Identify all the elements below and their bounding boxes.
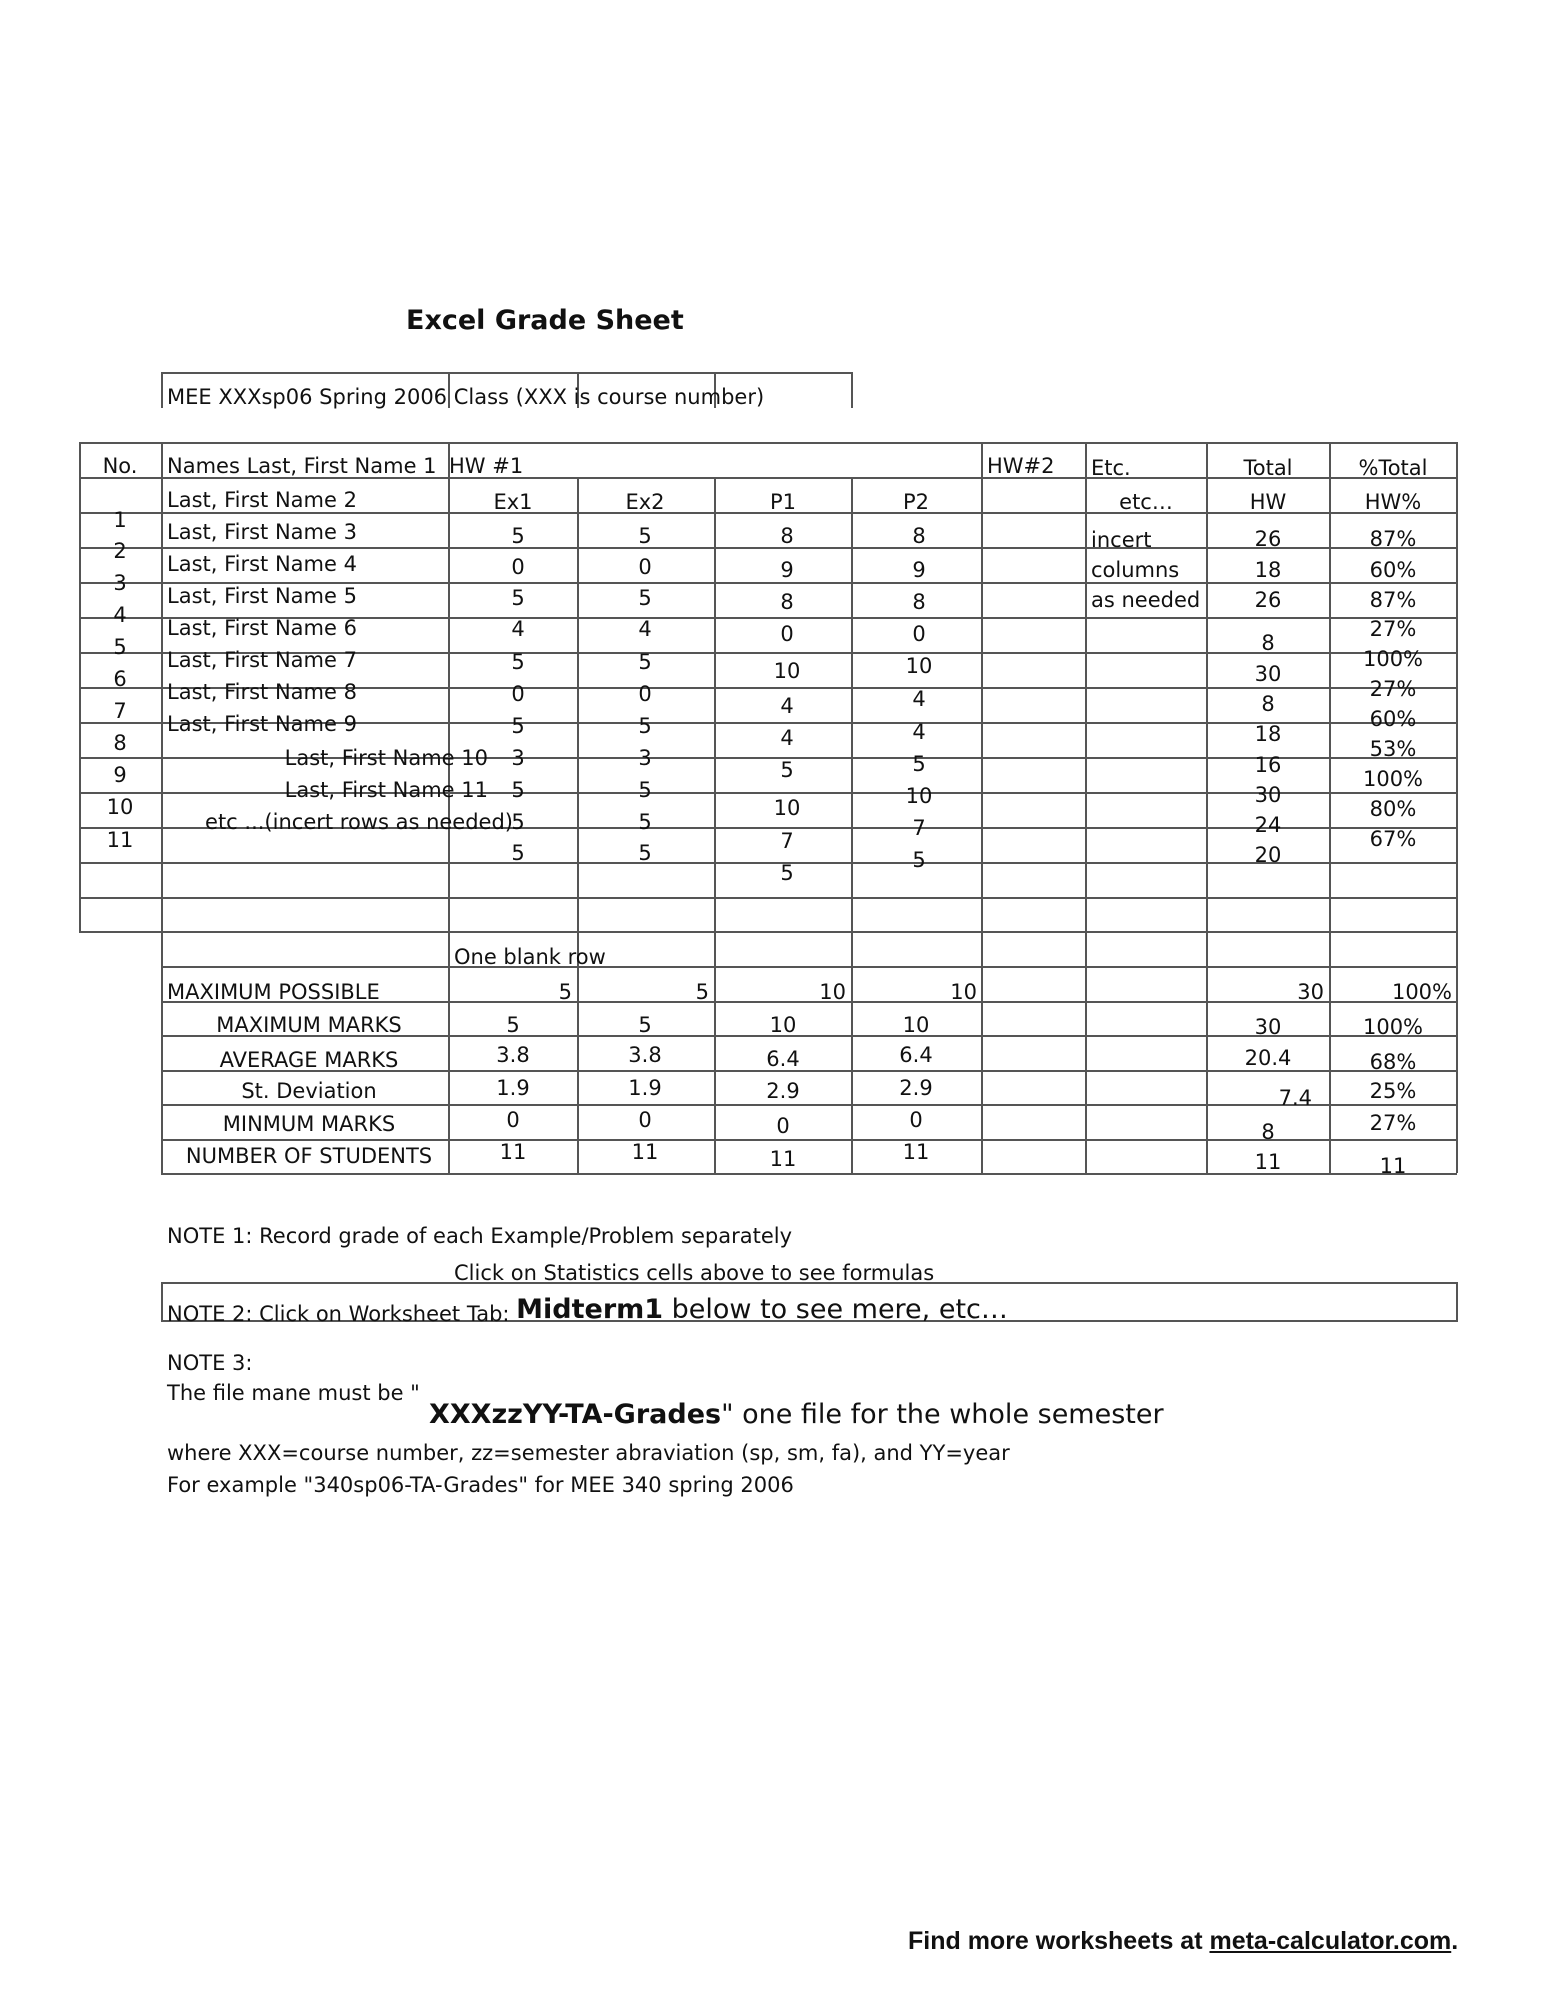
blank-row-note: One blank row — [454, 945, 606, 969]
stat-value: 8 — [1261, 1120, 1275, 1144]
stat-value: 1.9 — [496, 1076, 530, 1100]
stat-value: 1.9 — [628, 1076, 662, 1100]
ex1-cell: 5 — [511, 524, 525, 548]
header-hw: HW — [1249, 490, 1287, 514]
row-number: 4 — [113, 603, 127, 627]
header-hw2: HW#2 — [987, 454, 1055, 478]
stat-value: 11 — [769, 1147, 797, 1171]
stat-value: 0 — [909, 1108, 923, 1132]
p2-cell: 8 — [912, 590, 926, 614]
ex2-cell: 5 — [638, 810, 652, 834]
stat-value: 10 — [950, 980, 977, 1004]
ex2-cell: 0 — [638, 555, 652, 579]
stat-value: 7.4 — [1278, 1086, 1312, 1110]
stat-value: 2.9 — [899, 1076, 933, 1100]
stat-value: 10 — [819, 980, 846, 1004]
student-name: Last, First Name 2 — [167, 488, 357, 512]
p2-cell: 4 — [912, 687, 926, 711]
stat-value: 100% — [1391, 980, 1452, 1004]
pct-hw-cell: 27% — [1369, 617, 1417, 641]
pct-hw-cell: 80% — [1369, 797, 1417, 821]
p1-cell: 4 — [780, 726, 794, 750]
stat-value: 11 — [499, 1140, 527, 1164]
stat-label-min-marks: MINMUM MARKS — [222, 1112, 396, 1136]
student-name: Last, First Name 7 — [167, 648, 357, 672]
stat-label-max-possible: MAXIMUM POSSIBLE — [167, 980, 380, 1004]
ex2-cell: 5 — [638, 778, 652, 802]
student-name: Last, First Name 9 — [167, 712, 357, 736]
stat-value: 11 — [631, 1140, 659, 1164]
total-hw-cell: 8 — [1261, 631, 1275, 655]
student-name: etc ...(incert rows as needed) — [205, 810, 513, 834]
p1-cell: 10 — [773, 659, 801, 683]
note-1: NOTE 1: Record grade of each Example/Problem separately — [167, 1224, 793, 1248]
stat-value: 10 — [902, 1013, 930, 1037]
page-title: Excel Grade Sheet — [406, 305, 684, 336]
row-number: 8 — [113, 731, 127, 755]
header-total: Total — [1243, 456, 1293, 480]
header-no: No. — [102, 454, 138, 478]
ex1-cell: 5 — [511, 841, 525, 865]
footer-prefix: Find more worksheets at — [908, 1927, 1210, 1955]
row-number: 10 — [106, 795, 134, 819]
pct-hw-cell: 60% — [1369, 558, 1417, 582]
p2-cell: 4 — [912, 720, 926, 744]
p1-cell: 7 — [780, 829, 794, 853]
ex1-cell: 3 — [511, 746, 525, 770]
pct-hw-cell: 100% — [1362, 647, 1424, 671]
pct-hw-cell: 87% — [1369, 527, 1417, 551]
stat-value: 5 — [695, 980, 709, 1004]
ex2-cell: 3 — [638, 746, 652, 770]
stat-value: 5 — [506, 1013, 520, 1037]
total-hw-cell: 26 — [1254, 588, 1282, 612]
stat-value: 100% — [1362, 1015, 1424, 1039]
stat-value: 6.4 — [899, 1043, 933, 1067]
header-ex2: Ex2 — [625, 490, 665, 514]
ex2-cell: 5 — [638, 650, 652, 674]
p2-cell: 10 — [905, 784, 933, 808]
footer-suffix: . — [1451, 1927, 1459, 1955]
p1-cell: 9 — [780, 558, 794, 582]
etc-note: columns — [1091, 558, 1180, 582]
header-pct-total: %Total — [1358, 456, 1428, 480]
p2-cell: 8 — [912, 524, 926, 548]
p2-cell: 5 — [912, 752, 926, 776]
stat-value: 27% — [1369, 1111, 1417, 1135]
note-2-prefix: NOTE 2: Click on Worksheet Tab: — [167, 1302, 517, 1326]
stat-value: 30 — [1254, 1015, 1282, 1039]
note-3-heading: NOTE 3: — [167, 1351, 253, 1375]
pct-hw-cell: 27% — [1369, 677, 1417, 701]
p1-cell: 10 — [773, 796, 801, 820]
note-2-tab-name: Midterm1 — [516, 1294, 664, 1325]
class-description: MEE XXXsp06 Spring 2006 Class (XXX is course number) — [167, 385, 765, 409]
stat-value: 10 — [769, 1013, 797, 1037]
stat-value: 0 — [776, 1114, 790, 1138]
header-p1: P1 — [769, 490, 797, 514]
ex1-cell: 5 — [511, 714, 525, 738]
note-3-filename-line — [429, 1401, 1164, 1428]
p1-cell: 8 — [780, 524, 794, 548]
note-3-suffix: " one file for the whole semester — [721, 1399, 1164, 1430]
student-name: Last, First Name 8 — [167, 680, 357, 704]
note-3-line-3: For example "340sp06-TA-Grades" for MEE 340 spring 2006 — [167, 1473, 794, 1497]
p1-cell: 4 — [780, 694, 794, 718]
stat-value: 3.8 — [628, 1043, 662, 1067]
stat-value: 5 — [638, 1013, 652, 1037]
header-hw1: HW #1 — [449, 454, 524, 478]
ex1-cell: 5 — [511, 810, 525, 834]
p1-cell: 5 — [780, 861, 794, 885]
row-number: 3 — [113, 571, 127, 595]
ex1-cell: 5 — [511, 586, 525, 610]
p2-cell: 7 — [912, 816, 926, 840]
stat-value: 3.8 — [496, 1043, 530, 1067]
pct-hw-cell: 60% — [1369, 707, 1417, 731]
etc-note: incert — [1091, 528, 1152, 552]
ex1-cell: 5 — [511, 778, 525, 802]
ex2-cell: 5 — [638, 714, 652, 738]
stat-value: 30 — [1297, 980, 1324, 1004]
stat-value: 68% — [1369, 1050, 1417, 1074]
stat-value: 5 — [558, 980, 572, 1004]
footer — [908, 1929, 1458, 1954]
ex1-cell: 5 — [511, 650, 525, 674]
stat-value: 0 — [506, 1108, 520, 1132]
note-2-suffix: below to see mere, etc… — [663, 1294, 1008, 1325]
stat-label-std-dev: St. Deviation — [241, 1079, 377, 1103]
student-name: Last, First Name 6 — [167, 616, 357, 640]
stat-label-max-marks: MAXIMUM MARKS — [216, 1013, 402, 1037]
stat-value: 20.4 — [1244, 1046, 1292, 1070]
total-hw-cell: 16 — [1254, 753, 1282, 777]
note-1-sub: Click on Statistics cells above to see formulas — [454, 1261, 935, 1285]
etc-note: as needed — [1091, 588, 1201, 612]
row-number: 9 — [113, 763, 127, 787]
stat-value: 25% — [1369, 1079, 1417, 1103]
student-name: Last, First Name 3 — [167, 520, 357, 544]
header-ex1: Ex1 — [493, 490, 533, 514]
header-etc-2: etc… — [1119, 490, 1173, 514]
stat-value: 11 — [1379, 1154, 1407, 1178]
p1-cell: 0 — [780, 622, 794, 646]
ex2-cell: 5 — [638, 841, 652, 865]
stat-value: 0 — [638, 1108, 652, 1132]
total-hw-cell: 30 — [1254, 783, 1282, 807]
total-hw-cell: 20 — [1254, 843, 1282, 867]
header-names: Names Last, First Name 1 — [167, 454, 437, 478]
student-name: Last, First Name 10 — [284, 746, 488, 770]
p2-cell: 10 — [905, 654, 933, 678]
total-hw-cell: 18 — [1254, 558, 1282, 582]
stat-label-avg-marks: AVERAGE MARKS — [219, 1048, 399, 1072]
total-hw-cell: 26 — [1254, 527, 1282, 551]
header-etc: Etc. — [1091, 456, 1131, 480]
stat-value: 11 — [1254, 1150, 1282, 1174]
total-hw-cell: 8 — [1261, 692, 1275, 716]
pct-hw-cell: 67% — [1369, 827, 1417, 851]
ex1-cell: 4 — [511, 617, 525, 641]
note-3-filename: XXXzzYY-TA-Grades — [429, 1399, 722, 1430]
pct-hw-cell: 100% — [1362, 767, 1424, 791]
row-number: 11 — [106, 828, 134, 852]
ex1-cell: 0 — [511, 555, 525, 579]
ex1-cell: 0 — [511, 682, 525, 706]
stat-value: 11 — [902, 1140, 930, 1164]
note-3-line-2: where XXX=course number, zz=semester abraviation (sp, sm, fa), and YY=year — [167, 1441, 1010, 1465]
ex2-cell: 5 — [638, 524, 652, 548]
total-hw-cell: 30 — [1254, 662, 1282, 686]
stat-value: 2.9 — [766, 1079, 800, 1103]
pct-hw-cell: 87% — [1369, 588, 1417, 612]
row-number: 1 — [113, 508, 127, 532]
student-name: Last, First Name 4 — [167, 552, 357, 576]
p1-cell: 8 — [780, 590, 794, 614]
note-2 — [167, 1294, 1008, 1326]
total-hw-cell: 24 — [1254, 813, 1282, 837]
ex2-cell: 5 — [638, 586, 652, 610]
note-3-line-1: The file mane must be " — [167, 1381, 420, 1405]
p1-cell: 5 — [780, 758, 794, 782]
ex2-cell: 4 — [638, 617, 652, 641]
header-hw-pct: HW% — [1364, 490, 1422, 514]
p2-cell: 9 — [912, 558, 926, 582]
row-number: 6 — [113, 667, 127, 691]
student-name: Last, First Name 5 — [167, 584, 357, 608]
pct-hw-cell: 53% — [1369, 737, 1417, 761]
footer-link[interactable]: meta-calculator.com — [1209, 1927, 1452, 1955]
ex2-cell: 0 — [638, 682, 652, 706]
total-hw-cell: 18 — [1254, 722, 1282, 746]
header-p2: P2 — [902, 490, 930, 514]
student-name: Last, First Name 11 — [284, 778, 488, 802]
p2-cell: 0 — [912, 622, 926, 646]
stat-label-num-students: NUMBER OF STUDENTS — [185, 1144, 433, 1168]
stat-value: 6.4 — [766, 1047, 800, 1071]
row-number: 5 — [113, 635, 127, 659]
p2-cell: 5 — [912, 848, 926, 872]
row-number: 7 — [113, 699, 127, 723]
row-number: 2 — [113, 539, 127, 563]
